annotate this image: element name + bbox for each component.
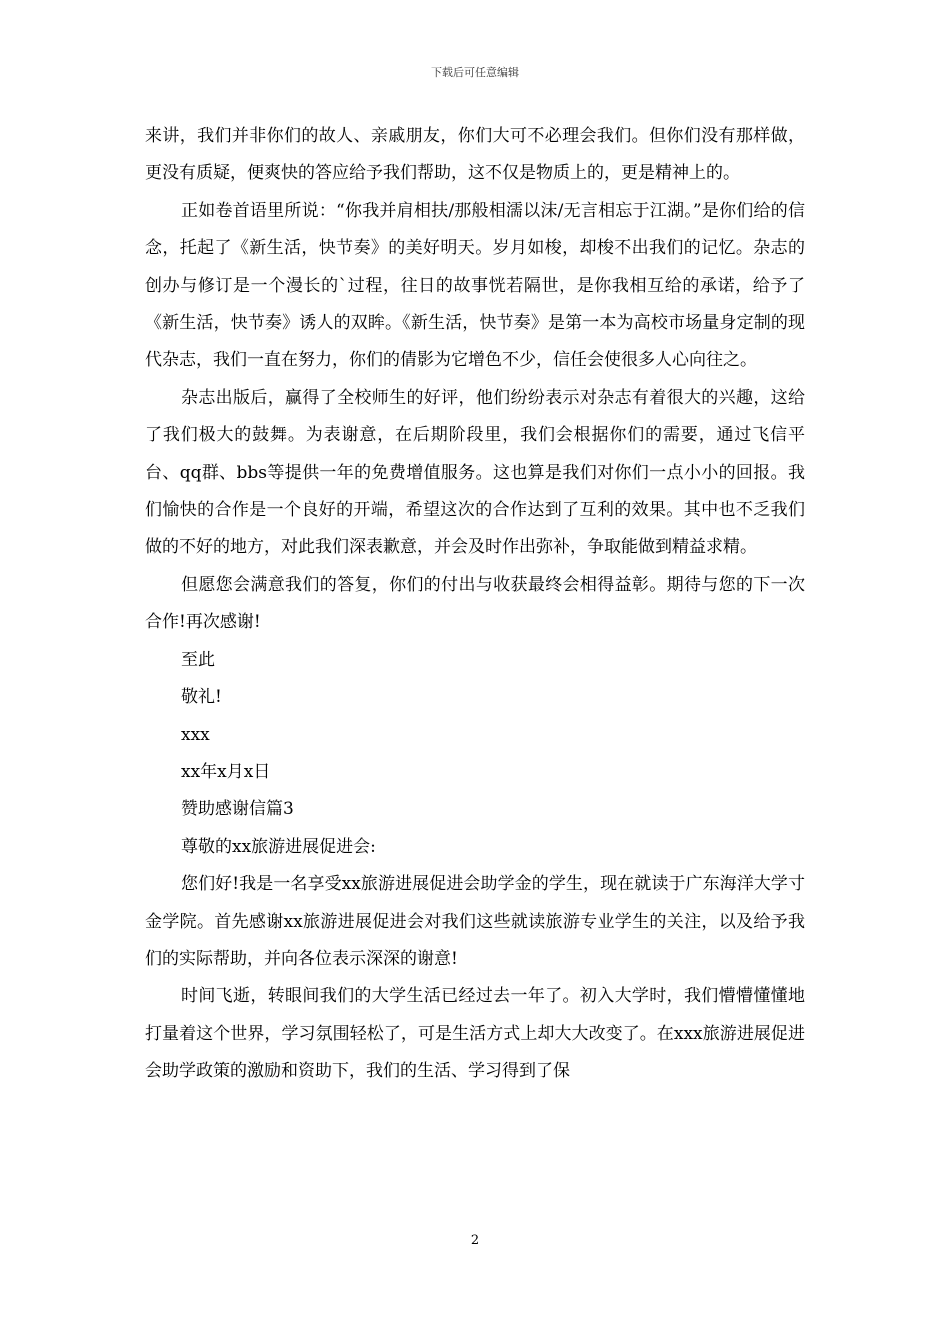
paragraph-1: 来讲，我们并非你们的故人、亲戚朋友，你们大可不必理会我们。但你们没有那样做，更没有质疑，便爽快的答应给予我们帮助，这不仅是物质上的，更是精神上的。 [145, 126, 805, 184]
salutation-line: 敬礼! [181, 687, 222, 708]
paragraph-2: 正如卷首语里所说：“你我并肩相扶/那般相濡以沫/无言相忘于江湖。”是你们给的信念，托起了《新生活，快节奏》的美好明天。岁月如梭，却梭不出我们的记忆。杂志的创办与修订是一个漫长的`过程，往日的故事恍若隔世，是你我相互给的承诺，给予了《新生活，快节奏》诱人的双眸。《新生活，快节奏》是第一本为高校市场量身定制的现代杂志，我们一直在努力，你们的倩影为它增色不少，信任会使很多人心向往之。 [145, 200, 805, 371]
paragraph-6: 时间飞逝，转眼间我们的大学生活已经过去一年了。初入大学时，我们懵懵懂懂地打量着这个世界，学习氛围轻松了，可是生活方式上却大大改变了。在xxx旅游进展促进会助学政策的激励和资助下，我们的生活、学习得到了保 [145, 986, 805, 1082]
date-line: xx年x月x日 [181, 761, 271, 782]
section-title: 赞助感谢信篇3 [181, 799, 294, 820]
paragraph-5: 您们好!我是一名享受xx旅游进展促进会助学金的学生，现在就读于广东海洋大学寸金学院。首先感谢xx旅游进展促进会对我们这些就读旅游专业学生的关注，以及给予我们的实际帮助，并向各位表示深深的谢意! [145, 874, 805, 969]
page-header: 下载后可任意编辑 [431, 66, 519, 79]
signature-line: xxx [181, 724, 210, 745]
closing-line: 至此 [181, 649, 215, 670]
recipient-line: 尊敬的xx旅游进展促进会: [181, 836, 376, 857]
paragraph-4: 但愿您会满意我们的答复，你们的付出与收获最终会相得益彰。期待与您的下一次合作!再次感谢! [145, 574, 805, 633]
page-number: 2 [470, 1233, 480, 1248]
letter-body [145, 118, 805, 1091]
paragraph-3: 杂志出版后，赢得了全校师生的好评，他们纷纷表示对杂志有着很大的兴趣，这给了我们极大的鼓舞。为表谢意，在后期阶段里，我们会根据你们的需要，通过飞信平台、qq群、bbs等提供一年的免费增值服务。这也算是我们对你们一点小小的回报。我们愉快的合作是一个良好的开端，希望这次的合作达到了互利的效果。其中也不乏我们做的不好的地方，对此我们深表歉意，并会及时作出弥补，争取能做到精益求精。 [145, 387, 805, 558]
